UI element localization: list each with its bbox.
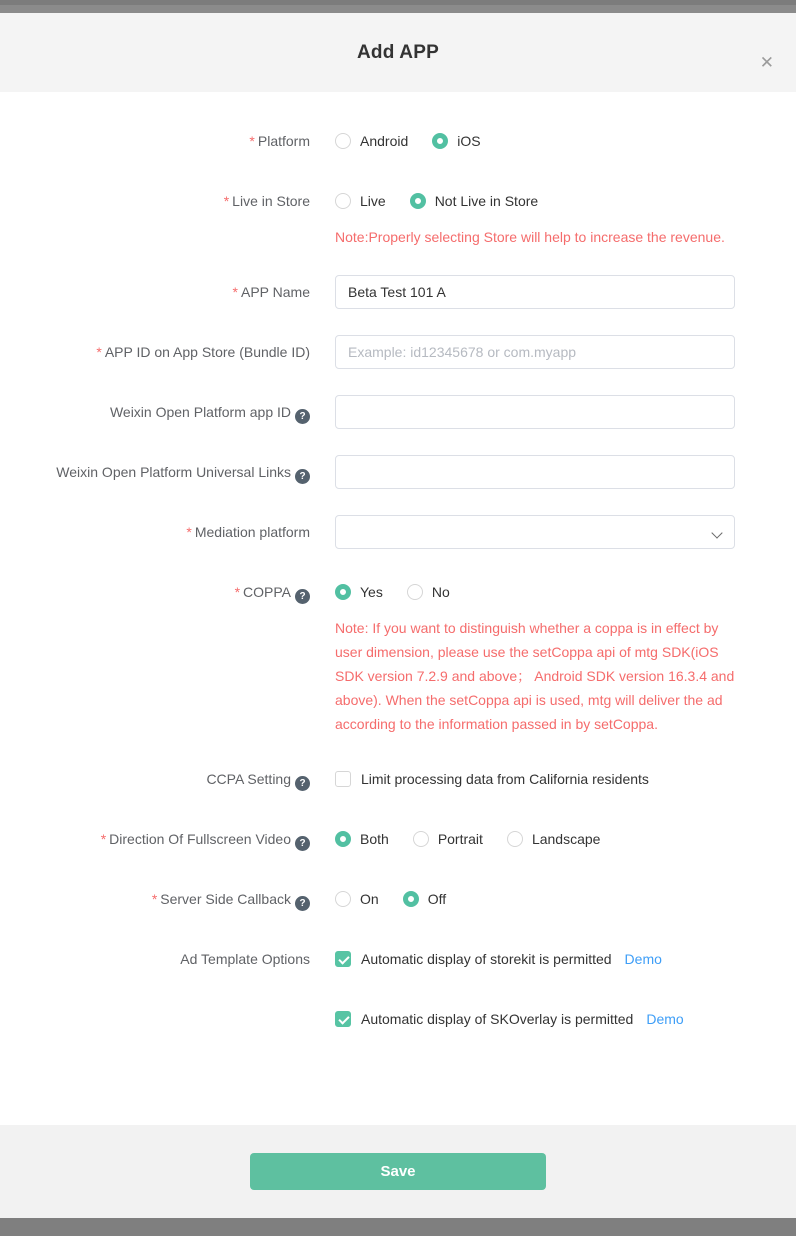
label-text: CCPA Setting <box>206 771 291 787</box>
required-marker: * <box>100 831 107 847</box>
help-icon[interactable]: ? <box>295 836 310 851</box>
skoverlay-checkbox-label: Automatic display of SKOverlay is permitted <box>361 1011 634 1027</box>
help-icon[interactable]: ? <box>295 776 310 791</box>
close-icon[interactable]: ✕ <box>759 53 774 72</box>
radio-direction-portrait[interactable]: Portrait <box>413 831 483 847</box>
form-row-platform <box>0 124 796 158</box>
label-text: Platform <box>257 133 310 149</box>
field-label-weixin-universal-links <box>0 455 310 489</box>
label-text: Mediation platform <box>194 524 310 540</box>
form-row-ad-template <box>0 942 796 976</box>
skoverlay-demo-link[interactable]: Demo <box>646 1011 684 1027</box>
radio-icon <box>413 831 429 847</box>
form-row-ccpa <box>0 762 796 796</box>
radio-selected-icon <box>410 193 426 209</box>
form-row-app-name <box>0 275 796 309</box>
label-text: Ad Template Options <box>180 951 310 967</box>
store-note-text: Note:Properly selecting Store will help to increase the revenue. <box>335 229 725 245</box>
radio-icon <box>335 193 351 209</box>
required-marker: * <box>249 133 255 149</box>
weixin-universal-links-input[interactable] <box>335 455 735 489</box>
page-bottom-bar <box>0 1218 796 1236</box>
weixin-app-id-input[interactable] <box>335 395 735 429</box>
radio-coppa-no[interactable]: No <box>407 584 450 600</box>
radio-icon <box>335 133 351 149</box>
storekit-demo-link[interactable]: Demo <box>624 951 662 967</box>
app-id-input[interactable] <box>335 335 735 369</box>
modal-header <box>0 13 796 92</box>
field-label-coppa <box>0 575 310 736</box>
radio-callback-off[interactable]: Off <box>403 891 446 907</box>
help-icon[interactable]: ? <box>295 896 310 911</box>
field-label-platform <box>0 124 310 158</box>
form-row-server-callback <box>0 882 796 916</box>
radio-not-live-in-store[interactable]: Not Live in Store <box>410 193 539 209</box>
chevron-down-icon <box>713 529 722 538</box>
label-text: Direction Of Fullscreen Video <box>109 831 291 847</box>
mediation-platform-select[interactable] <box>335 515 735 549</box>
label-text: Weixin Open Platform app ID <box>109 404 291 420</box>
label-text: COPPA <box>243 584 291 600</box>
radio-coppa-yes[interactable]: Yes <box>335 584 383 600</box>
help-icon[interactable]: ? <box>295 409 310 424</box>
ccpa-checkbox[interactable] <box>335 771 351 787</box>
storekit-checkbox[interactable] <box>335 951 351 967</box>
field-label-mediation-platform <box>0 515 310 549</box>
required-marker: * <box>223 193 230 209</box>
radio-platform-ios[interactable]: iOS <box>432 133 480 149</box>
modal-title: Add APP <box>357 41 439 63</box>
radio-direction-landscape[interactable]: Landscape <box>507 831 601 847</box>
form-row-app-id <box>0 335 796 369</box>
form-row-weixin-universal-links <box>0 455 796 489</box>
field-label-server-callback <box>0 882 310 916</box>
field-label-app-name <box>0 275 310 309</box>
form-row-mediation-platform <box>0 515 796 549</box>
page-top-bar <box>0 0 796 13</box>
radio-selected-icon <box>403 891 419 907</box>
label-text: APP Name <box>241 284 310 300</box>
form-row-direction <box>0 822 796 856</box>
radio-icon <box>507 831 523 847</box>
required-marker: * <box>151 891 158 907</box>
radio-platform-android[interactable]: Android <box>335 133 408 149</box>
field-label-live-in-store <box>0 184 310 249</box>
form-row-coppa <box>0 575 796 736</box>
radio-icon <box>335 891 351 907</box>
radio-live[interactable]: Live <box>335 193 386 209</box>
required-marker: * <box>186 524 192 540</box>
app-name-input[interactable] <box>335 275 735 309</box>
label-text: Live in Store <box>232 193 310 209</box>
radio-icon <box>407 584 423 600</box>
form-row-weixin-app-id <box>0 395 796 429</box>
coppa-note-text: Note: If you want to distinguish whether a coppa is in effect by user dimension, please use the setCoppa api of mtg SDK(iOS SDK version 7.2.9 and above； Android SDK version 16.3.4 and above). When the setCoppa api is used, mtg will deliver the ad according to the information passed in by setCoppa. <box>335 620 735 732</box>
radio-selected-icon <box>335 831 351 847</box>
radio-selected-icon <box>335 584 351 600</box>
field-label-ccpa <box>0 762 310 796</box>
field-label-empty <box>0 1002 310 1036</box>
field-label-app-id <box>0 335 310 369</box>
skoverlay-checkbox[interactable] <box>335 1011 351 1027</box>
field-label-weixin-app-id <box>0 395 310 429</box>
field-label-direction <box>0 822 310 856</box>
form-row-live-in-store <box>0 184 796 249</box>
modal-body <box>0 92 796 1125</box>
save-button[interactable]: Save <box>250 1153 546 1190</box>
field-label-ad-template <box>0 942 310 976</box>
modal-footer <box>0 1125 796 1218</box>
help-icon[interactable]: ? <box>295 469 310 484</box>
required-marker: * <box>232 284 238 300</box>
storekit-checkbox-label: Automatic display of storekit is permitted <box>361 951 612 967</box>
radio-direction-both[interactable]: Both <box>335 831 389 847</box>
help-icon[interactable]: ? <box>295 589 310 604</box>
required-marker: * <box>96 344 102 360</box>
form-row-skoverlay <box>0 1002 796 1036</box>
required-marker: * <box>234 584 241 600</box>
ccpa-checkbox-label: Limit processing data from California residents <box>361 771 649 787</box>
radio-selected-icon <box>432 133 448 149</box>
radio-callback-on[interactable]: On <box>335 891 379 907</box>
label-text: Server Side Callback <box>160 891 291 907</box>
label-text: APP ID on App Store (Bundle ID) <box>104 344 310 360</box>
label-text: Weixin Open Platform Universal Links <box>56 464 291 480</box>
